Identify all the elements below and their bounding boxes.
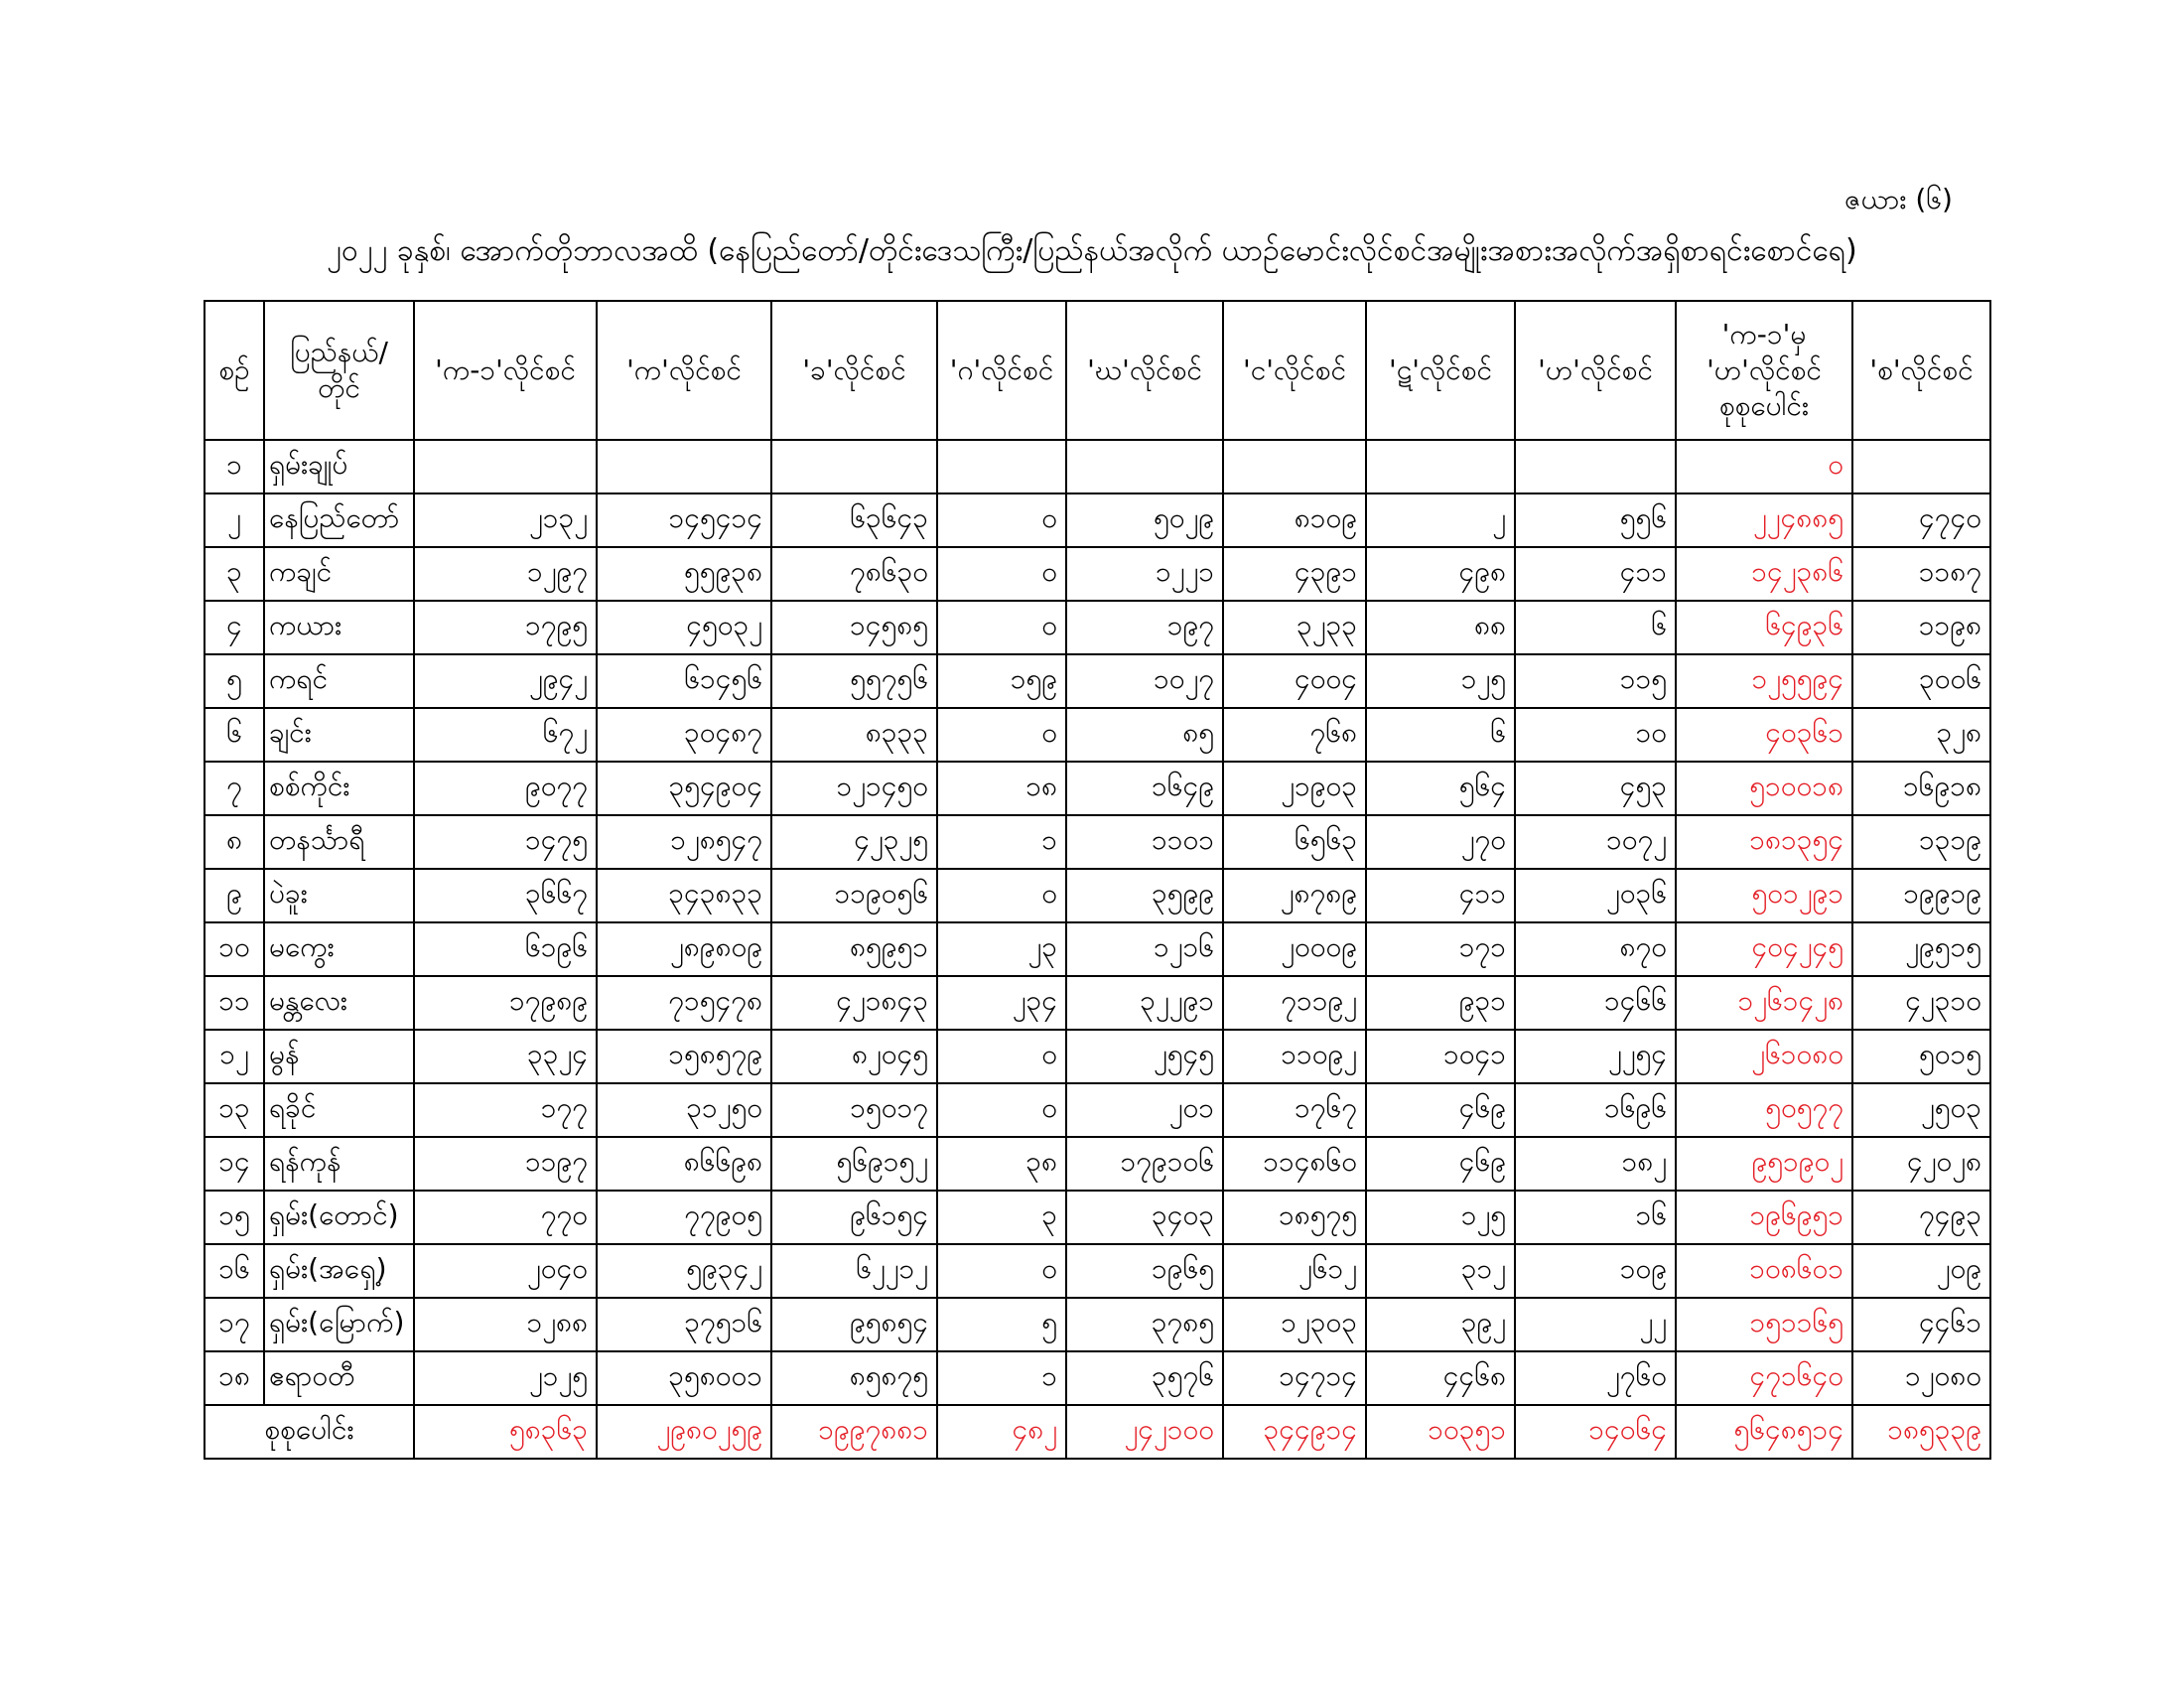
cell-tta: ၄၄၆၈ bbox=[1366, 1351, 1515, 1405]
cell-serial: ၁၁ bbox=[205, 976, 264, 1030]
cell-ka: ၃၅၈၀၀၁ bbox=[597, 1351, 771, 1405]
cell-nga: ၂၈၇၈၉ bbox=[1223, 869, 1366, 922]
cell-nga: ၁၈၅၇၅ bbox=[1223, 1191, 1366, 1244]
cell-kha: ၄၂၃၂၅ bbox=[771, 815, 937, 869]
header-ka: 'က'လိုင်စင် bbox=[597, 301, 771, 440]
table-row bbox=[205, 1244, 1990, 1298]
cell-nga: ၂၁၉၀၃ bbox=[1223, 762, 1366, 815]
cell-subtotal: ၁၂၆၁၄၂၈ bbox=[1676, 976, 1852, 1030]
cell-ka: ၈၆၆၉၈ bbox=[597, 1137, 771, 1191]
header-kha: 'ခ'လိုင်စင် bbox=[771, 301, 937, 440]
cell-sa: ၁၁၉၈ bbox=[1852, 601, 1990, 654]
cell-kha: ၈၃၃၃ bbox=[771, 708, 937, 762]
cell-ka: ၃၇၅၁၆ bbox=[597, 1298, 771, 1351]
cell-sa: ၂၉၅၁၅ bbox=[1852, 922, 1990, 976]
cell-ga: ၃ bbox=[937, 1191, 1066, 1244]
table-row bbox=[205, 762, 1990, 815]
total-nga: ၃၄၄၉၁၄ bbox=[1223, 1405, 1366, 1459]
cell-gha: ၃၅၇၆ bbox=[1066, 1351, 1223, 1405]
cell-region: ကချင် bbox=[264, 547, 414, 601]
cell-nga: ၁၄၇၁၄ bbox=[1223, 1351, 1366, 1405]
cell-kha: ၁၂၁၄၅၀ bbox=[771, 762, 937, 815]
cell-gha: ၂၅၄၅ bbox=[1066, 1030, 1223, 1083]
header-ha: 'ဟ'လိုင်စင် bbox=[1515, 301, 1676, 440]
cell-ka1 bbox=[414, 440, 597, 493]
cell-region: ကယား bbox=[264, 601, 414, 654]
table-row bbox=[205, 654, 1990, 708]
cell-serial: ၂ bbox=[205, 493, 264, 547]
cell-ha: ၄၅၃ bbox=[1515, 762, 1676, 815]
cell-nga: ၈၁၀၉ bbox=[1223, 493, 1366, 547]
table-row bbox=[205, 1083, 1990, 1137]
cell-ha: ၂၇၆၀ bbox=[1515, 1351, 1676, 1405]
cell-gha: ၁၂၁၆ bbox=[1066, 922, 1223, 976]
header-serial: စဉ် bbox=[205, 301, 264, 440]
cell-kha: ၉၆၁၅၄ bbox=[771, 1191, 937, 1244]
cell-ga: ၀ bbox=[937, 493, 1066, 547]
cell-ha: ၁၄၆၆ bbox=[1515, 976, 1676, 1030]
cell-sa: ၄၄၆၁ bbox=[1852, 1298, 1990, 1351]
cell-ga: ၀ bbox=[937, 547, 1066, 601]
table-row bbox=[205, 976, 1990, 1030]
cell-ka1: ၆၇၂ bbox=[414, 708, 597, 762]
cell-ka1: ၁၂၈၈ bbox=[414, 1298, 597, 1351]
cell-region: ရှမ်း(တောင်) bbox=[264, 1191, 414, 1244]
cell-region: ရခိုင် bbox=[264, 1083, 414, 1137]
cell-region: မွန် bbox=[264, 1030, 414, 1083]
cell-ka: ၃၅၄၉၀၄ bbox=[597, 762, 771, 815]
cell-subtotal: ၁၂၅၅၉၄ bbox=[1676, 654, 1852, 708]
cell-sa: ၇၄၉၃ bbox=[1852, 1191, 1990, 1244]
cell-ka: ၇၇၉၀၅ bbox=[597, 1191, 771, 1244]
cell-ga: ၀ bbox=[937, 601, 1066, 654]
cell-ka1: ၃၆၆၇ bbox=[414, 869, 597, 922]
cell-region: ရှမ်းချုပ် bbox=[264, 440, 414, 493]
cell-subtotal: ၆၄၉၃၆ bbox=[1676, 601, 1852, 654]
cell-ka: ၆၁၄၅၆ bbox=[597, 654, 771, 708]
cell-gha: ၁၉၇ bbox=[1066, 601, 1223, 654]
cell-tta: ၁၂၅ bbox=[1366, 1191, 1515, 1244]
cell-ha: ၅၅၆ bbox=[1515, 493, 1676, 547]
cell-sa: ၁၃၁၉ bbox=[1852, 815, 1990, 869]
cell-ga: ၅ bbox=[937, 1298, 1066, 1351]
cell-gha: ၃၅၉၉ bbox=[1066, 869, 1223, 922]
cell-tta bbox=[1366, 440, 1515, 493]
cell-sa: ၂၀၉ bbox=[1852, 1244, 1990, 1298]
cell-sa bbox=[1852, 440, 1990, 493]
cell-serial: ၁၃ bbox=[205, 1083, 264, 1137]
cell-region: ရန်ကုန် bbox=[264, 1137, 414, 1191]
cell-ka1: ၇၇၀ bbox=[414, 1191, 597, 1244]
cell-sa: ၄၂၀၂၈ bbox=[1852, 1137, 1990, 1191]
cell-region: ရှမ်း(မြောက်) bbox=[264, 1298, 414, 1351]
cell-serial: ၄ bbox=[205, 601, 264, 654]
cell-subtotal: ၁၉၆၉၅၁ bbox=[1676, 1191, 1852, 1244]
header-region: ပြည်နယ်/တိုင် bbox=[264, 301, 414, 440]
table-row bbox=[205, 1298, 1990, 1351]
header-gha: 'ဃ'လိုင်စင် bbox=[1066, 301, 1223, 440]
license-count-table bbox=[204, 300, 1991, 1460]
cell-ga bbox=[937, 440, 1066, 493]
cell-ga: ၀ bbox=[937, 1083, 1066, 1137]
page-title: ၂၀၂၂ ခုနှစ်၊ အောက်တိုဘာလအထိ (နေပြည်တော်/တိုင်းဒေသကြီး/ပြည်နယ်အလိုက် ယာဉ်မောင်းလိုင်စင်အမျိုးအစားအလိုက်အရှိစာရင်းစောင်ရေ) bbox=[327, 233, 1857, 268]
cell-nga bbox=[1223, 440, 1366, 493]
cell-nga: ၁၇၆၇ bbox=[1223, 1083, 1366, 1137]
cell-tta: ၆ bbox=[1366, 708, 1515, 762]
cell-ka1: ၁၇၉၅ bbox=[414, 601, 597, 654]
cell-ka1: ၂၉၄၂ bbox=[414, 654, 597, 708]
cell-kha: ၈၂၀၄၅ bbox=[771, 1030, 937, 1083]
table-reference-label: ဇယား (၆) bbox=[1844, 183, 1953, 215]
cell-nga: ၇၆၈ bbox=[1223, 708, 1366, 762]
cell-kha: ၇၈၆၃၀ bbox=[771, 547, 937, 601]
cell-ka1: ၉၀၇၇ bbox=[414, 762, 597, 815]
cell-sa: ၁၁၈၇ bbox=[1852, 547, 1990, 601]
cell-ka: ၂၈၉၈၀၉ bbox=[597, 922, 771, 976]
cell-nga: ၁၂၃၀၃ bbox=[1223, 1298, 1366, 1351]
cell-serial: ၈ bbox=[205, 815, 264, 869]
cell-region: မကွေး bbox=[264, 922, 414, 976]
cell-ha: ၆ bbox=[1515, 601, 1676, 654]
cell-subtotal: ၁၈၁၃၅၄ bbox=[1676, 815, 1852, 869]
cell-ha: ၁၀၉ bbox=[1515, 1244, 1676, 1298]
cell-kha: ၁၄၅၈၅ bbox=[771, 601, 937, 654]
cell-serial: ၅ bbox=[205, 654, 264, 708]
cell-ka1: ၆၁၉၆ bbox=[414, 922, 597, 976]
cell-ka: ၅၅၉၃၈ bbox=[597, 547, 771, 601]
cell-region: ပဲခူး bbox=[264, 869, 414, 922]
cell-tta: ၃၉၂ bbox=[1366, 1298, 1515, 1351]
cell-ka1: ၁၇၉၈၉ bbox=[414, 976, 597, 1030]
cell-serial: ၁၆ bbox=[205, 1244, 264, 1298]
cell-tta: ၄၆၉ bbox=[1366, 1137, 1515, 1191]
cell-ga: ၁ bbox=[937, 815, 1066, 869]
cell-region: နေပြည်တော် bbox=[264, 493, 414, 547]
cell-gha: ၃၇၈၅ bbox=[1066, 1298, 1223, 1351]
cell-sa: ၃၂၈ bbox=[1852, 708, 1990, 762]
cell-region: ကရင် bbox=[264, 654, 414, 708]
cell-serial: ၇ bbox=[205, 762, 264, 815]
cell-kha: ၅၆၉၁၅၂ bbox=[771, 1137, 937, 1191]
total-gha: ၂၄၂၁၀၀ bbox=[1066, 1405, 1223, 1459]
total-ga: ၄၈၂ bbox=[937, 1405, 1066, 1459]
table-row bbox=[205, 869, 1990, 922]
cell-ha: ၄၁၁ bbox=[1515, 547, 1676, 601]
cell-ka: ၃၀၄၈၇ bbox=[597, 708, 771, 762]
cell-region: ဧရာဝတီ bbox=[264, 1351, 414, 1405]
cell-subtotal: ၉၅၁၉၀၂ bbox=[1676, 1137, 1852, 1191]
cell-tta: ၃၁၂ bbox=[1366, 1244, 1515, 1298]
cell-ha: ၁၆၉၆ bbox=[1515, 1083, 1676, 1137]
cell-ha: ၁၀ bbox=[1515, 708, 1676, 762]
cell-sa: ၂၅၀၃ bbox=[1852, 1083, 1990, 1137]
table-row bbox=[205, 815, 1990, 869]
cell-gha: ၁၂၂၁ bbox=[1066, 547, 1223, 601]
table-row bbox=[205, 493, 1990, 547]
cell-ga: ၀ bbox=[937, 869, 1066, 922]
cell-nga: ၇၁၁၉၂ bbox=[1223, 976, 1366, 1030]
cell-tta: ၄၉၈ bbox=[1366, 547, 1515, 601]
cell-ka1: ၁၁၉၇ bbox=[414, 1137, 597, 1191]
cell-ka1: ၁၄၇၅ bbox=[414, 815, 597, 869]
cell-tta: ၄၆၉ bbox=[1366, 1083, 1515, 1137]
cell-ha: ၁၀၇၂ bbox=[1515, 815, 1676, 869]
cell-tta: ၄၁၁ bbox=[1366, 869, 1515, 922]
cell-ga: ၀ bbox=[937, 1244, 1066, 1298]
cell-nga: ၄၃၉၁ bbox=[1223, 547, 1366, 601]
cell-tta: ၉၃၁ bbox=[1366, 976, 1515, 1030]
cell-tta: ၅၆၄ bbox=[1366, 762, 1515, 815]
cell-tta: ၁၇၁ bbox=[1366, 922, 1515, 976]
total-row bbox=[205, 1405, 1990, 1459]
cell-tta: ၁၀၄၁ bbox=[1366, 1030, 1515, 1083]
cell-subtotal: ၁၅၁၁၆၅ bbox=[1676, 1298, 1852, 1351]
header-ga: 'ဂ'လိုင်စင် bbox=[937, 301, 1066, 440]
cell-serial: ၁၂ bbox=[205, 1030, 264, 1083]
table-row bbox=[205, 547, 1990, 601]
cell-gha: ၈၅ bbox=[1066, 708, 1223, 762]
cell-ka1: ၂၁၃၂ bbox=[414, 493, 597, 547]
cell-ha: ၂၂ bbox=[1515, 1298, 1676, 1351]
cell-gha: ၅၀၂၉ bbox=[1066, 493, 1223, 547]
cell-gha: ၁၆၄၉ bbox=[1066, 762, 1223, 815]
table-row bbox=[205, 1351, 1990, 1405]
cell-ga: ၃၈ bbox=[937, 1137, 1066, 1191]
cell-subtotal: ၁၄၂၃၈၆ bbox=[1676, 547, 1852, 601]
cell-kha: ၁၅၀၁၇ bbox=[771, 1083, 937, 1137]
cell-kha: ၈၅၉၅၁ bbox=[771, 922, 937, 976]
cell-ha bbox=[1515, 440, 1676, 493]
header-tta: 'ဋ'လိုင်စင် bbox=[1366, 301, 1515, 440]
cell-ga: ၁၅၉ bbox=[937, 654, 1066, 708]
header-ka1: 'က-၁'လိုင်စင် bbox=[414, 301, 597, 440]
cell-kha: ၆၂၂၁၂ bbox=[771, 1244, 937, 1298]
total-subtotal: ၅၆၄၈၅၁၄ bbox=[1676, 1405, 1852, 1459]
cell-gha: ၃၂၂၉၁ bbox=[1066, 976, 1223, 1030]
cell-gha bbox=[1066, 440, 1223, 493]
cell-ka: ၇၁၅၄၇၈ bbox=[597, 976, 771, 1030]
cell-ha: ၂၂၅၄ bbox=[1515, 1030, 1676, 1083]
header-nga: 'င'လိုင်စင် bbox=[1223, 301, 1366, 440]
table-row bbox=[205, 601, 1990, 654]
table-row bbox=[205, 922, 1990, 976]
cell-serial: ၃ bbox=[205, 547, 264, 601]
cell-ha: ၂၀၃၆ bbox=[1515, 869, 1676, 922]
table-row bbox=[205, 708, 1990, 762]
cell-subtotal: ၄၇၁၆၄၀ bbox=[1676, 1351, 1852, 1405]
cell-sa: ၁၂၀၈၀ bbox=[1852, 1351, 1990, 1405]
cell-ga: ၀ bbox=[937, 708, 1066, 762]
cell-region: စစ်ကိုင်း bbox=[264, 762, 414, 815]
cell-region: တနင်္သာရီ bbox=[264, 815, 414, 869]
cell-kha: ၈၅၈၇၅ bbox=[771, 1351, 937, 1405]
total-ka: ၂၉၈၀၂၅၉ bbox=[597, 1405, 771, 1459]
cell-tta: ၂ bbox=[1366, 493, 1515, 547]
table-row bbox=[205, 440, 1990, 493]
cell-serial: ၉ bbox=[205, 869, 264, 922]
table-row bbox=[205, 1030, 1990, 1083]
cell-ka1: ၁၂၉၇ bbox=[414, 547, 597, 601]
cell-ka: ၅၉၃၄၂ bbox=[597, 1244, 771, 1298]
table-header-row bbox=[205, 301, 1990, 440]
cell-sa: ၅၀၁၅ bbox=[1852, 1030, 1990, 1083]
cell-subtotal: ၂၆၁၀၈၀ bbox=[1676, 1030, 1852, 1083]
cell-subtotal: ၅၀၁၂၉၁ bbox=[1676, 869, 1852, 922]
cell-ka: ၁၄၅၄၁၄ bbox=[597, 493, 771, 547]
cell-kha: ၉၅၈၅၄ bbox=[771, 1298, 937, 1351]
cell-serial: ၁၅ bbox=[205, 1191, 264, 1244]
cell-gha: ၁၉၆၅ bbox=[1066, 1244, 1223, 1298]
cell-ga: ၂၃ bbox=[937, 922, 1066, 976]
cell-sa: ၃၀၀၆ bbox=[1852, 654, 1990, 708]
cell-ka: ၁၂၈၅၄၇ bbox=[597, 815, 771, 869]
cell-kha: ၄၂၁၈၄၃ bbox=[771, 976, 937, 1030]
cell-gha: ၁၁၀၁ bbox=[1066, 815, 1223, 869]
cell-tta: ၁၂၅ bbox=[1366, 654, 1515, 708]
cell-subtotal: ၀ bbox=[1676, 440, 1852, 493]
cell-subtotal: ၅၁၀၀၁၈ bbox=[1676, 762, 1852, 815]
cell-ka1: ၁၇၇ bbox=[414, 1083, 597, 1137]
cell-nga: ၂၆၁၂ bbox=[1223, 1244, 1366, 1298]
cell-sa: ၄၇၄၀ bbox=[1852, 493, 1990, 547]
cell-ka: ၄၅၀၃၂ bbox=[597, 601, 771, 654]
cell-kha: ၅၅၇၅၆ bbox=[771, 654, 937, 708]
cell-sa: ၄၂၃၁၀ bbox=[1852, 976, 1990, 1030]
cell-kha: ၁၁၉၀၅၆ bbox=[771, 869, 937, 922]
cell-ha: ၈၇၀ bbox=[1515, 922, 1676, 976]
cell-region: မန္တလေး bbox=[264, 976, 414, 1030]
cell-ga: ၀ bbox=[937, 1030, 1066, 1083]
cell-subtotal: ၄၀၃၆၁ bbox=[1676, 708, 1852, 762]
total-label: စုစုပေါင်း bbox=[205, 1405, 414, 1459]
cell-kha bbox=[771, 440, 937, 493]
cell-subtotal: ၄၀၄၂၄၅ bbox=[1676, 922, 1852, 976]
cell-gha: ၁၀၂၇ bbox=[1066, 654, 1223, 708]
cell-ka1: ၂၁၂၅ bbox=[414, 1351, 597, 1405]
cell-nga: ၄၀၀၄ bbox=[1223, 654, 1366, 708]
cell-gha: ၃၄၀၃ bbox=[1066, 1191, 1223, 1244]
cell-ka bbox=[597, 440, 771, 493]
cell-ha: ၁၈၂ bbox=[1515, 1137, 1676, 1191]
cell-nga: ၃၂၃၃ bbox=[1223, 601, 1366, 654]
cell-ka: ၃၁၂၅၀ bbox=[597, 1083, 771, 1137]
cell-sa: ၁၆၉၁၈ bbox=[1852, 762, 1990, 815]
cell-region: ချင်း bbox=[264, 708, 414, 762]
cell-serial: ၁၀ bbox=[205, 922, 264, 976]
cell-serial: ၁၄ bbox=[205, 1137, 264, 1191]
cell-nga: ၆၅၆၃ bbox=[1223, 815, 1366, 869]
cell-ka1: ၃၃၂၄ bbox=[414, 1030, 597, 1083]
header-subtotal: 'က-၁'မှ 'ဟ'လိုင်စင် စုစုပေါင်း bbox=[1676, 301, 1852, 440]
cell-ka: ၁၅၈၅၇၉ bbox=[597, 1030, 771, 1083]
cell-ka: ၃၄၃၈၃၃ bbox=[597, 869, 771, 922]
cell-tta: ၈၈ bbox=[1366, 601, 1515, 654]
table-row bbox=[205, 1137, 1990, 1191]
cell-subtotal: ၁၀၈၆၀၁ bbox=[1676, 1244, 1852, 1298]
cell-serial: ၁၈ bbox=[205, 1351, 264, 1405]
header-sa: 'စ'လိုင်စင် bbox=[1852, 301, 1990, 440]
cell-gha: ၂၀၁ bbox=[1066, 1083, 1223, 1137]
cell-ha: ၁၆ bbox=[1515, 1191, 1676, 1244]
total-sa: ၁၈၅၃၃၉ bbox=[1852, 1405, 1990, 1459]
cell-serial: ၆ bbox=[205, 708, 264, 762]
cell-nga: ၂၀၀၀၉ bbox=[1223, 922, 1366, 976]
cell-gha: ၁၇၉၁၀၆ bbox=[1066, 1137, 1223, 1191]
total-kha: ၁၉၉၇၈၈၁ bbox=[771, 1405, 937, 1459]
cell-ka1: ၂၀၄၀ bbox=[414, 1244, 597, 1298]
cell-region: ရှမ်း(အရှေ့) bbox=[264, 1244, 414, 1298]
cell-serial: ၁ bbox=[205, 440, 264, 493]
cell-subtotal: ၂၂၄၈၈၅ bbox=[1676, 493, 1852, 547]
cell-kha: ၆၃၆၄၃ bbox=[771, 493, 937, 547]
cell-tta: ၂၇၀ bbox=[1366, 815, 1515, 869]
total-ha: ၁၄၀၆၄ bbox=[1515, 1405, 1676, 1459]
cell-serial: ၁၇ bbox=[205, 1298, 264, 1351]
cell-sa: ၁၉၉၁၉ bbox=[1852, 869, 1990, 922]
cell-nga: ၁၁၀၉၂ bbox=[1223, 1030, 1366, 1083]
cell-ha: ၁၁၅ bbox=[1515, 654, 1676, 708]
cell-subtotal: ၅၀၅၇၇ bbox=[1676, 1083, 1852, 1137]
total-tta: ၁၀၃၅၁ bbox=[1366, 1405, 1515, 1459]
cell-ga: ၁၈ bbox=[937, 762, 1066, 815]
cell-nga: ၁၁၄၈၆၀ bbox=[1223, 1137, 1366, 1191]
cell-ga: ၁ bbox=[937, 1351, 1066, 1405]
table-row bbox=[205, 1191, 1990, 1244]
total-ka1: ၅၈၃၆၃ bbox=[414, 1405, 597, 1459]
cell-ga: ၂၃၄ bbox=[937, 976, 1066, 1030]
